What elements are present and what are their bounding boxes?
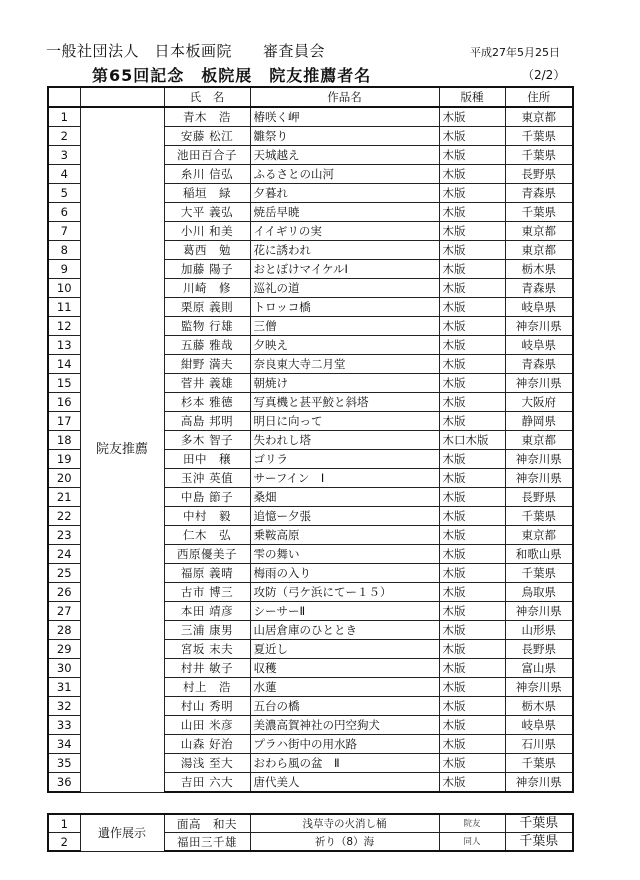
page-number: （2/2）	[522, 68, 566, 82]
print-type: 木版	[439, 621, 505, 640]
work-title: 椿咲く岬	[250, 107, 439, 127]
row-number: 22	[48, 507, 80, 526]
posthumous-row	[48, 814, 573, 833]
work-title: 浅草寺の火消し桶	[250, 814, 439, 833]
print-type: 木版	[439, 450, 505, 469]
artist-name: 多木 智子	[164, 431, 250, 450]
row-number: 11	[48, 298, 80, 317]
row-number: 31	[48, 678, 80, 697]
row-number: 25	[48, 564, 80, 583]
member-kind: 院友	[439, 814, 505, 833]
row-number: 10	[48, 279, 80, 298]
header-address: 住所	[505, 87, 573, 107]
row-number: 16	[48, 393, 80, 412]
work-title: 山居倉庫のひととき	[250, 621, 439, 640]
work-title: 収穫	[250, 659, 439, 678]
print-type: 木版	[439, 393, 505, 412]
print-type: 木版	[439, 545, 505, 564]
artist-name: 小川 和美	[164, 222, 250, 241]
prefecture: 東京都	[505, 107, 573, 127]
prefecture: 千葉県	[505, 814, 573, 833]
artist-name: 大平 義弘	[164, 203, 250, 222]
work-title: 美濃高賀神社の円空狗犬	[250, 716, 439, 735]
work-title: プラハ街中の用水路	[250, 735, 439, 754]
work-title: 唐代美人	[250, 773, 439, 793]
print-type: 木版	[439, 773, 505, 793]
print-type: 木版	[439, 165, 505, 184]
row-number: 24	[48, 545, 80, 564]
recommendation-table	[47, 86, 574, 793]
print-type: 木版	[439, 488, 505, 507]
work-title: 夏近し	[250, 640, 439, 659]
row-number: 14	[48, 355, 80, 374]
artist-name: 西原優美子	[164, 545, 250, 564]
artist-name: 宮坂 末夫	[164, 640, 250, 659]
row-number: 28	[48, 621, 80, 640]
artist-name: 中村 毅	[164, 507, 250, 526]
row-number: 3	[48, 146, 80, 165]
row-number: 36	[48, 773, 80, 793]
print-type: 木版	[439, 241, 505, 260]
print-type: 木版	[439, 355, 505, 374]
row-number: 1	[48, 107, 80, 127]
prefecture: 長野県	[505, 488, 573, 507]
print-type: 木版	[439, 469, 505, 488]
work-title: 五台の橋	[250, 697, 439, 716]
artist-name: 菅井 義雄	[164, 374, 250, 393]
prefecture: 神奈川県	[505, 773, 573, 793]
row-number: 35	[48, 754, 80, 773]
print-type: 木版	[439, 107, 505, 127]
row-number: 7	[48, 222, 80, 241]
document-title: 第65回記念 板院展 院友推薦者名	[92, 66, 372, 85]
print-type: 木版	[439, 507, 505, 526]
artist-name: 村井 敏子	[164, 659, 250, 678]
artist-name: 紺野 満夫	[164, 355, 250, 374]
work-title: 天城越え	[250, 146, 439, 165]
artist-name: 吉田 六大	[164, 773, 250, 793]
row-number: 18	[48, 431, 80, 450]
row-number: 19	[48, 450, 80, 469]
artist-name: 安藤 松江	[164, 127, 250, 146]
prefecture: 静岡県	[505, 412, 573, 431]
prefecture: 東京都	[505, 431, 573, 450]
header-no	[48, 87, 80, 107]
artist-name: 古市 博三	[164, 583, 250, 602]
artist-name: 青木 浩	[164, 107, 250, 127]
row-number: 1	[48, 814, 80, 833]
row-number: 23	[48, 526, 80, 545]
member-kind: 同人	[439, 833, 505, 852]
artist-name: 葛西 勉	[164, 241, 250, 260]
prefecture: 神奈川県	[505, 602, 573, 621]
print-type: 木版	[439, 279, 505, 298]
work-title: 梅雨の入り	[250, 564, 439, 583]
prefecture: 栃木県	[505, 697, 573, 716]
work-title: 花に誘われ	[250, 241, 439, 260]
artist-name: 山森 好治	[164, 735, 250, 754]
work-title: トロッコ橋	[250, 298, 439, 317]
work-title: 失われし塔	[250, 431, 439, 450]
prefecture: 岐阜県	[505, 298, 573, 317]
row-number: 5	[48, 184, 80, 203]
print-type: 木版	[439, 678, 505, 697]
row-number: 2	[48, 833, 80, 852]
print-type: 木口木版	[439, 431, 505, 450]
prefecture: 山形県	[505, 621, 573, 640]
work-title: 桑畑	[250, 488, 439, 507]
print-type: 木版	[439, 146, 505, 165]
print-type: 木版	[439, 336, 505, 355]
artist-name: 稲垣 緑	[164, 184, 250, 203]
row-number: 12	[48, 317, 80, 336]
print-type: 木版	[439, 697, 505, 716]
row-number: 29	[48, 640, 80, 659]
prefecture: 東京都	[505, 241, 573, 260]
artist-name: 村山 秀明	[164, 697, 250, 716]
prefecture: 青森県	[505, 184, 573, 203]
artist-name: 五藤 雅哉	[164, 336, 250, 355]
prefecture: 大阪府	[505, 393, 573, 412]
print-type: 木版	[439, 298, 505, 317]
prefecture: 千葉県	[505, 146, 573, 165]
work-title: 雫の舞い	[250, 545, 439, 564]
posthumous-label: 遺作展示	[80, 814, 164, 851]
header-group	[80, 87, 164, 107]
prefecture: 千葉県	[505, 833, 573, 852]
work-title: 夕映え	[250, 336, 439, 355]
prefecture: 神奈川県	[505, 450, 573, 469]
artist-name: 仁木 弘	[164, 526, 250, 545]
table-row	[48, 107, 573, 127]
artist-name: 本田 靖彦	[164, 602, 250, 621]
row-number: 9	[48, 260, 80, 279]
print-type: 木版	[439, 735, 505, 754]
artist-name: 福田三千雄	[164, 833, 250, 852]
artist-name: 池田百合子	[164, 146, 250, 165]
artist-name: 杉本 雅德	[164, 393, 250, 412]
group-label: 院友推薦	[80, 107, 164, 792]
prefecture: 千葉県	[505, 564, 573, 583]
prefecture: 東京都	[505, 526, 573, 545]
artist-name: 三浦 康男	[164, 621, 250, 640]
prefecture: 青森県	[505, 355, 573, 374]
work-title: 追憶ー夕張	[250, 507, 439, 526]
work-title: シーサーⅡ	[250, 602, 439, 621]
prefecture: 神奈川県	[505, 469, 573, 488]
print-type: 木版	[439, 127, 505, 146]
print-type: 木版	[439, 412, 505, 431]
row-number: 32	[48, 697, 80, 716]
organization-header: 一般社団法人 日本板画院 審査員会	[46, 42, 326, 60]
work-title: イイギリの実	[250, 222, 439, 241]
prefecture: 神奈川県	[505, 678, 573, 697]
print-type: 木版	[439, 659, 505, 678]
work-title: 巡礼の道	[250, 279, 439, 298]
print-type: 木版	[439, 184, 505, 203]
print-type: 木版	[439, 222, 505, 241]
print-type: 木版	[439, 260, 505, 279]
work-title: 攻防（弓ケ浜にてー１５）	[250, 583, 439, 602]
posthumous-table	[47, 813, 574, 852]
row-number: 30	[48, 659, 80, 678]
row-number: 13	[48, 336, 80, 355]
artist-name: 高島 邦明	[164, 412, 250, 431]
work-title: 写真機と甚平鮫と斜塔	[250, 393, 439, 412]
work-title: サーフイン Ⅰ	[250, 469, 439, 488]
work-title: 明日に向って	[250, 412, 439, 431]
row-number: 34	[48, 735, 80, 754]
prefecture: 千葉県	[505, 203, 573, 222]
prefecture: 千葉県	[505, 507, 573, 526]
row-number: 20	[48, 469, 80, 488]
document-date: 平成27年5月25日	[470, 46, 560, 59]
print-type: 木版	[439, 583, 505, 602]
header-work: 作品名	[250, 87, 439, 107]
prefecture: 神奈川県	[505, 317, 573, 336]
print-type: 木版	[439, 203, 505, 222]
artist-name: 加藤 陽子	[164, 260, 250, 279]
row-number: 26	[48, 583, 80, 602]
prefecture: 長野県	[505, 165, 573, 184]
prefecture: 鳥取県	[505, 583, 573, 602]
print-type: 木版	[439, 564, 505, 583]
artist-name: 面高 和夫	[164, 814, 250, 833]
row-number: 21	[48, 488, 80, 507]
row-number: 2	[48, 127, 80, 146]
row-number: 8	[48, 241, 80, 260]
work-title: 乗鞍高原	[250, 526, 439, 545]
prefecture: 東京都	[505, 222, 573, 241]
artist-name: 村上 浩	[164, 678, 250, 697]
artist-name: 監物 行雄	[164, 317, 250, 336]
prefecture: 栃木県	[505, 260, 573, 279]
work-title: 祈り（8）海	[250, 833, 439, 852]
work-title: ゴリラ	[250, 450, 439, 469]
artist-name: 山田 米彦	[164, 716, 250, 735]
prefecture: 石川県	[505, 735, 573, 754]
prefecture: 千葉県	[505, 754, 573, 773]
artist-name: 糸川 信弘	[164, 165, 250, 184]
work-title: ふるさとの山河	[250, 165, 439, 184]
print-type: 木版	[439, 640, 505, 659]
row-number: 6	[48, 203, 80, 222]
work-title: 雛祭り	[250, 127, 439, 146]
work-title: おとぼけマイケルⅠ	[250, 260, 439, 279]
work-title: 水蓮	[250, 678, 439, 697]
print-type: 木版	[439, 374, 505, 393]
row-number: 4	[48, 165, 80, 184]
prefecture: 青森県	[505, 279, 573, 298]
work-title: 朝焼け	[250, 374, 439, 393]
prefecture: 神奈川県	[505, 374, 573, 393]
artist-name: 玉沖 英值	[164, 469, 250, 488]
prefecture: 長野県	[505, 640, 573, 659]
prefecture: 岐阜県	[505, 716, 573, 735]
artist-name: 湯浅 至大	[164, 754, 250, 773]
row-number: 15	[48, 374, 80, 393]
artist-name: 栗原 義則	[164, 298, 250, 317]
work-title: 三僧	[250, 317, 439, 336]
prefecture: 和歌山県	[505, 545, 573, 564]
header-type: 版種	[439, 87, 505, 107]
prefecture: 富山県	[505, 659, 573, 678]
work-title: 焼岳早暁	[250, 203, 439, 222]
print-type: 木版	[439, 317, 505, 336]
prefecture: 千葉県	[505, 127, 573, 146]
table-header-row	[48, 87, 573, 107]
row-number: 33	[48, 716, 80, 735]
print-type: 木版	[439, 716, 505, 735]
row-number: 17	[48, 412, 80, 431]
header-name: 氏 名	[164, 87, 250, 107]
print-type: 木版	[439, 602, 505, 621]
artist-name: 川崎 修	[164, 279, 250, 298]
print-type: 木版	[439, 526, 505, 545]
artist-name: 福原 義晴	[164, 564, 250, 583]
row-number: 27	[48, 602, 80, 621]
artist-name: 中島 節子	[164, 488, 250, 507]
artist-name: 田中 穣	[164, 450, 250, 469]
print-type: 木版	[439, 754, 505, 773]
prefecture: 岐阜県	[505, 336, 573, 355]
work-title: 夕暮れ	[250, 184, 439, 203]
work-title: おわら風の盆 Ⅱ	[250, 754, 439, 773]
work-title: 奈良東大寺二月堂	[250, 355, 439, 374]
